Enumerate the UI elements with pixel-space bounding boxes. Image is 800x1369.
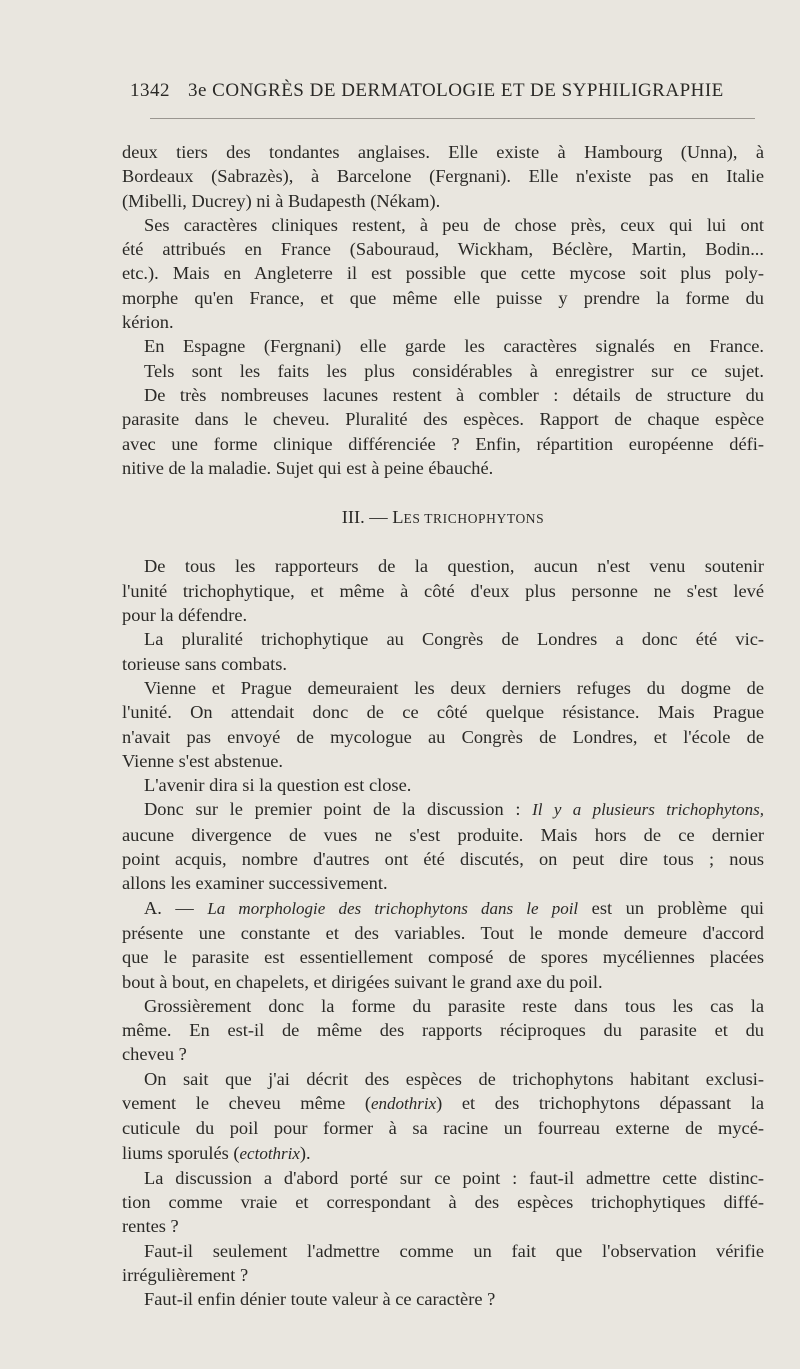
text-run: est un problème qui	[578, 897, 764, 918]
text-line: torieuse sans combats.	[122, 653, 287, 674]
text-line	[122, 797, 764, 822]
text-run: Donc sur le premier point de la discussion :	[144, 799, 533, 820]
text-line: De tous les rapporteurs de la question, aucun n'est venu soutenir	[144, 556, 764, 577]
text-line: été attribués en France (Sabouraud, Wickham, Béclère, Martin, Bodin...	[122, 239, 764, 260]
text-line: etc.). Mais en Angleterre il est possible que cette mycose soit plus poly-	[122, 263, 764, 284]
text-line: Tels sont les faits les plus considérables à enregistrer sur ce sujet.	[144, 360, 764, 381]
body-text	[122, 140, 764, 1312]
text-line: La discussion a d'abord porté sur ce point : faut-il admettre cette distinc-	[144, 1167, 764, 1188]
text-line: nitive de la maladie. Sujet qui est à peine ébauché.	[122, 457, 494, 478]
text-line: parasite dans le cheveu. Pluralité des espèces. Rapport de chaque espèce	[122, 409, 764, 430]
text-line: irrégulièrement ?	[122, 1265, 249, 1286]
text-line: Bordeaux (Sabrazès), à Barcelone (Fergnani). Elle n'existe pas en Italie	[122, 166, 764, 187]
text-run: ) et des trichophytons dépassant la	[436, 1092, 764, 1113]
text-line: morphe qu'en France, et que même elle puisse y prendre la forme du	[122, 287, 764, 308]
text-line: bout à bout, en chapelets, et dirigées suivant le grand axe du poil.	[122, 971, 603, 992]
italic-run: La morphologie des trichophytons dans le poil	[207, 898, 579, 918]
text-line: cheveu ?	[122, 1044, 187, 1065]
text-line: tion comme vraie et correspondant à des espèces trichophytiques diffé-	[122, 1192, 764, 1213]
page-number: 1342	[130, 80, 170, 101]
text-line: l'unité. On attendait donc de ce côté quelque résistance. Mais Prague	[122, 702, 764, 723]
text-line: (Mibelli, Ducrey) ni à Budapesth (Nékam).	[122, 190, 441, 211]
text-line: La pluralité trichophytique au Congrès de Londres a donc été vic-	[144, 629, 764, 650]
section-heading-lead: III. — L	[341, 507, 404, 528]
text-run: ).	[299, 1142, 311, 1163]
section-heading	[122, 505, 764, 531]
text-line	[122, 896, 764, 921]
text-line: aucune divergence de vues ne s'est produite. Mais hors de ce dernier	[122, 824, 764, 845]
text-line: En Espagne (Fergnani) elle garde les caractères signalés en France.	[144, 336, 764, 357]
text-line: Faut-il seulement l'admettre comme un fait que l'observation vérifie	[144, 1240, 764, 1261]
italic-run: Il y a plusieurs trichophytons,	[532, 800, 764, 820]
text-line: même. En est-il de même des rapports réciproques du parasite et du	[122, 1020, 764, 1041]
text-line: cuticule du poil pour former à sa racine un fourreau externe de mycé-	[122, 1118, 764, 1139]
section-heading-smallcaps: ES TRICHOPHYTONS	[403, 511, 545, 527]
text-line: kérion.	[122, 312, 174, 333]
text-line: Faut-il enfin dénier toute valeur à ce caractère ?	[144, 1289, 496, 1310]
text-line	[122, 1091, 764, 1116]
text-line: n'avait pas envoyé de mycologue au Congrès de Londres, et l'école de	[122, 726, 764, 747]
text-line: De très nombreuses lacunes restent à combler : détails de structure du	[144, 384, 764, 405]
italic-run: ectothrix	[239, 1143, 300, 1163]
text-run: A. —	[144, 897, 208, 918]
text-line: Vienne et Prague demeuraient les deux derniers refuges du dogme de	[144, 677, 764, 698]
running-header	[130, 80, 758, 110]
text-line: point acquis, nombre d'autres ont été discutés, on peut dire tous ; nous	[122, 849, 764, 870]
text-line: Vienne s'est abstenue.	[122, 750, 284, 771]
text-line: L'avenir dira si la question est close.	[144, 775, 412, 796]
text-line: avec une forme clinique différenciée ? Enfin, répartition européenne défi-	[122, 433, 764, 454]
text-line: présente une constante et des variables. Tout le monde demeure d'accord	[122, 922, 764, 943]
text-line: l'unité trichophytique, et même à côté d'eux plus personne ne s'est levé	[122, 580, 764, 601]
running-title: 3e CONGRÈS DE DERMATOLOGIE ET DE SYPHILIGRAPHIE	[188, 80, 724, 101]
text-line: pour la défendre.	[122, 605, 248, 626]
text-line: Grossièrement donc la forme du parasite reste dans tous les cas la	[144, 995, 764, 1016]
text-line: On sait que j'ai décrit des espèces de trichophytons habitant exclusi-	[144, 1068, 764, 1089]
header-rule	[150, 118, 755, 119]
text-line	[122, 1141, 764, 1166]
text-line: allons les examiner successivement.	[122, 873, 388, 894]
italic-run: endothrix	[370, 1093, 437, 1113]
text-line: rentes ?	[122, 1216, 179, 1237]
text-line: Ses caractères cliniques restent, à peu de chose près, ceux qui lui ont	[144, 214, 764, 235]
text-line: deux tiers des tondantes anglaises. Elle existe à Hambourg (Unna), à	[122, 142, 764, 162]
text-run: vement le cheveu même (	[122, 1092, 371, 1113]
text-line: que le parasite est essentiellement composé de spores mycéliennes placées	[122, 947, 764, 968]
text-run: liums sporulés (	[122, 1142, 240, 1163]
